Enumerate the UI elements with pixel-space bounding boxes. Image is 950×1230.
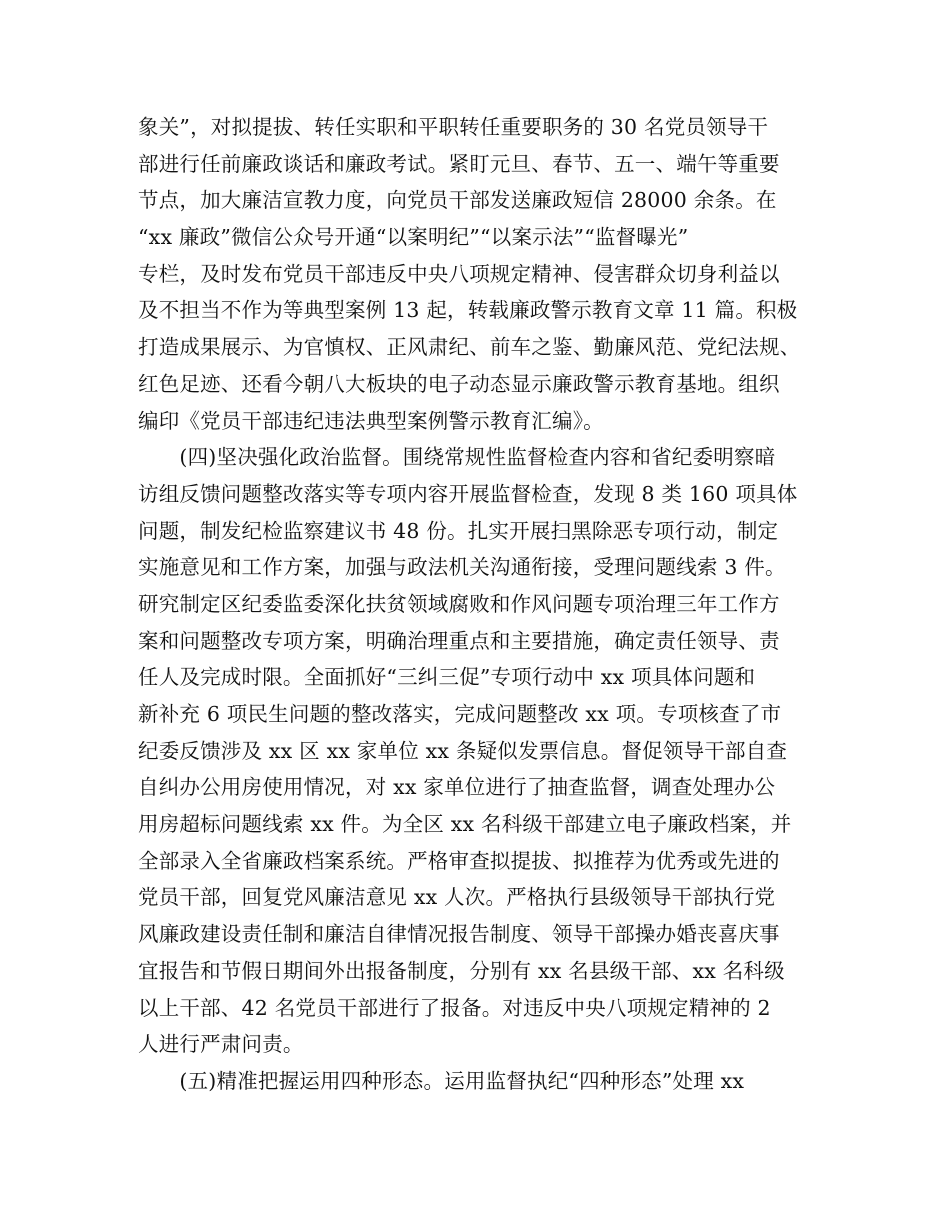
- text-line: 打造成果展示、为官慎权、正风肃纪、前车之鉴、勤廉风范、党纪法规、: [138, 335, 801, 360]
- text-line: 以上干部、42 名党员干部进行了报备。对违反中央八项规定精神的 2: [138, 995, 771, 1020]
- text-line: 纪委反馈涉及 xx 区 xx 家单位 xx 条疑似发票信息。督促领导干部自查: [138, 738, 788, 763]
- text-line: 实施意见和工作方案，加强与政法机关沟通衔接，受理问题线索 3 件。: [138, 555, 786, 580]
- text-line: 人进行严肃问责。: [138, 1032, 304, 1057]
- text-line: 新补充 6 项民生问题的整改落实，完成问题整改 xx 项。专项核查了市: [138, 702, 782, 726]
- text-line: 访组反馈问题整改落实等专项内容开展监督检查，发现 8 类 160 项具体: [138, 481, 798, 506]
- text-line: 及不担当不作为等典型案例 13 起，转载廉政警示教育文章 11 篇。积极: [138, 298, 798, 323]
- section-heading-line: (四)坚决强化政治监督。围绕常规性监督检查内容和省纪委明察暗: [138, 445, 776, 470]
- text-line: 编印《党员干部违纪违法典型案例警示教育汇编》。: [138, 408, 604, 433]
- text-line: 全部录入全省廉政档案系统。严格审查拟提拔、拟推荐为优秀或先进的: [138, 848, 780, 873]
- text-line: 党员干部，回复党风廉洁意见 xx 人次。严格执行县级领导干部执行党: [138, 885, 776, 910]
- text-line: 用房超标问题线索 xx 件。为全区 xx 名科级干部建立电子廉政档案，并: [138, 812, 792, 837]
- text-line: 部进行任前廉政谈话和廉政考试。紧盯元旦、春节、五一、端午等重要: [138, 151, 780, 176]
- text-line: 研究制定区纪委监委深化扶贫领域腐败和作风问题专项治理三年工作方: [138, 591, 780, 616]
- text-line: 风廉政建设责任制和廉洁自律情况报告制度、领导干部操办婚丧喜庆事: [138, 922, 780, 947]
- text-line: 节点，加大廉洁宣教力度，向党员干部发送廉政短信 28000 余条。在: [138, 188, 777, 213]
- text-line: 问题，制发纪检监察建议书 48 份。扎实开展扫黑除恶专项行动，制定: [138, 518, 779, 543]
- text-line: 任人及完成时限。全面抓好“三纠三促”专项行动中 xx 项具体问题和: [138, 665, 756, 690]
- body-text: [138, 109, 828, 1100]
- text-line: 红色足迹、还看今朝八大板块的电子动态显示廉政警示教育基地。组织: [138, 371, 780, 396]
- text-line: 宜报告和节假日期间外出报备制度，分别有 xx 名县级干部、xx 名科级: [138, 958, 785, 983]
- text-line: 自纠办公用房使用情况，对 xx 家单位进行了抽查监督，调查处理办公: [138, 775, 776, 800]
- text-line: 象关”，对拟提拔、转任实职和平职转任重要职务的 30 名党员领导干: [138, 115, 769, 139]
- text-line: 专栏，及时发布党员干部违反中央八项规定精神、侵害群众切身利益以: [138, 261, 780, 286]
- section-heading-line: (五)精准把握运用四种形态。运用监督执纪“四种形态”处理 xx: [138, 1068, 745, 1093]
- text-line: “xx 廉政”微信公众号开通“以案明纪”“以案示法”“监督曝光”: [138, 225, 689, 250]
- text-line: 案和问题整改专项方案，明确治理重点和主要措施，确定责任领导、责: [138, 628, 780, 653]
